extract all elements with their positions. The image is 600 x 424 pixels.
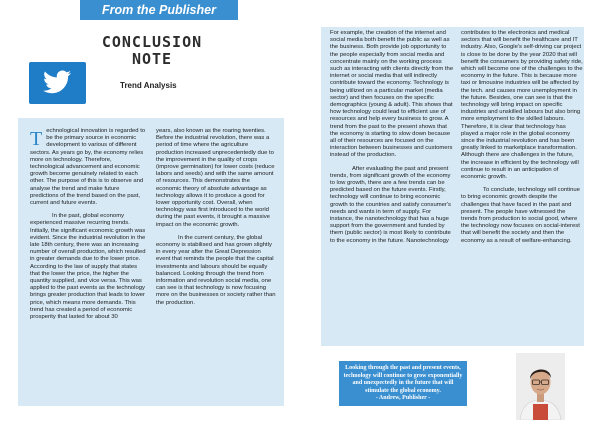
right-col2-paragraph-1: contributes to the electronics and medical sectors that will benefit the healthcare and IT industry. Also, Google's self-driving car project is close to be done by the year 2020 that will benefit the consumers by providing safety ride, which will become one of the challenges to the economy in the future. This is because more taxi or limousine industries will be affected by the tech. and causes more unemployment in the future. Besides, one can see is that the technology will bring impact on specific industries and unskilled labours but also bring more employment to the skilled labours. Therefore, it is clear that technology has played a major role in the global economy since the industrial revolution and has been greatly linked to marketplace transformation. Although there are challenges in the future, the increase in efficient by the technology will continue to result in an anticipation of economic growth. xyxy=(461,30,583,181)
left-col1-paragraph-1: echnological innovation is regarded to be the primary source in economic development to various of different sectors. As years go by, the economy relies more on technology. Therefore, technological advancement and economic growth become genuinely related to each other. The purpose of this is to observe and analyse the trend and make future predictions of the trend based on the past, current and future events. xyxy=(30,128,146,207)
title-line-2: NOTE xyxy=(131,50,173,68)
right-col1-paragraph-1: For example, the creation of the internet and social media both benefit the public as well as the business. Both provide job opportunity to the people especially from social media and concentrate mainly on the working process such as interacting with clients directly from the internet or social media that will indirectly contribute toward the economy. Technology is being utilized on a particular market (media sector) and then focuses on the specific demographics (young & adult). This shows that how technology could lead to efficient use of resources and help every business to grow. A trend from the past to the present shows that the economy is starting to slow down because all of their resources are focused on the interaction between businesses and customers instead of the production. xyxy=(330,30,454,159)
right-column-2 xyxy=(461,30,583,251)
page-title xyxy=(92,34,212,68)
right-col1-paragraph-2: After evaluating the past and present trends, from significant growth of the economy to low growth, there are a few trends can be predicted based on the future events. Firstly, technology will continue to bring economic growth to the countries and satisfy consumer's needs and wants in term of supply. For instance, the nanotechnology that has a huge support from the government and funded by them (public sector) is most likely to contribute to the economy in the future. Nanotechnology xyxy=(330,165,451,244)
section-subtitle: Trend Analysis xyxy=(120,81,177,90)
twitter-bird-icon xyxy=(43,70,71,94)
pull-quote xyxy=(339,361,467,406)
person-portrait-icon xyxy=(516,353,565,420)
publisher-photo xyxy=(516,353,565,420)
drop-cap: T xyxy=(30,128,43,150)
left-column-1 xyxy=(30,128,146,327)
title-line-1: CONCLUSION xyxy=(101,33,203,51)
left-col2-paragraph-2: In the current century, the global economy is stabilised and has grown slightly in every year after the Great Depression event that reminds the people that the capital investments and labours should be equally balanced. Looking through the trend from information and revolution social media, one can see is that technology is now focusing more on the businesses or society rather than the production. xyxy=(156,234,276,306)
left-col2-paragraph-1: years, also known as the roaring twenties. Before the industrial revolution, there was a period of time where the agriculture production increased unprecedentedly due to the improvement in the quality of crops (improve germination) for lower costs (reduce labors and seeds) and with the same amount of resources. This demonstrates the economic theory of absolute advantage as technology allows it to produce a good for lower opportunity cost. Overall, when technology was first introduced to the world during the past events, it brought a massive impact on the economic growth. xyxy=(156,128,275,228)
left-col1-paragraph-2: In the past, global economy experienced massive recurring trends. Initially, the significant economic growth was evident. Since the industrial revolution in the late 18th century, there was an increasing number of overall production, which resulted in greater demands due to the lower price. According to the law of supply that states that the lower the price, the higher the quantity supplied, and vice versa. This was applied to the past events as the technology brings greater production that leads to lower price, which means more demands. This trend has created a period of economic prosperity that lasted for about 30 xyxy=(30,213,146,321)
right-column-1 xyxy=(330,30,454,251)
quote-text: Looking through the past and present events, technology will continue to grow exponentially and unexpectedly in the future that will stimulate the global economy. xyxy=(343,365,463,394)
right-col2-paragraph-2: To conclude, technology will continue to bring economic growth despite the challenges that have faced in the past and present. The people have witnessed the trends from production to social good, where the technology now focuses on social-interest that will benefit the society and then the economy as a result of welfare-enhancing. xyxy=(461,187,580,244)
left-column-2 xyxy=(156,128,276,313)
twitter-logo xyxy=(29,62,86,104)
publisher-banner: From the Publisher xyxy=(80,0,238,20)
quote-author: - Andrew, Publisher - xyxy=(375,395,431,401)
